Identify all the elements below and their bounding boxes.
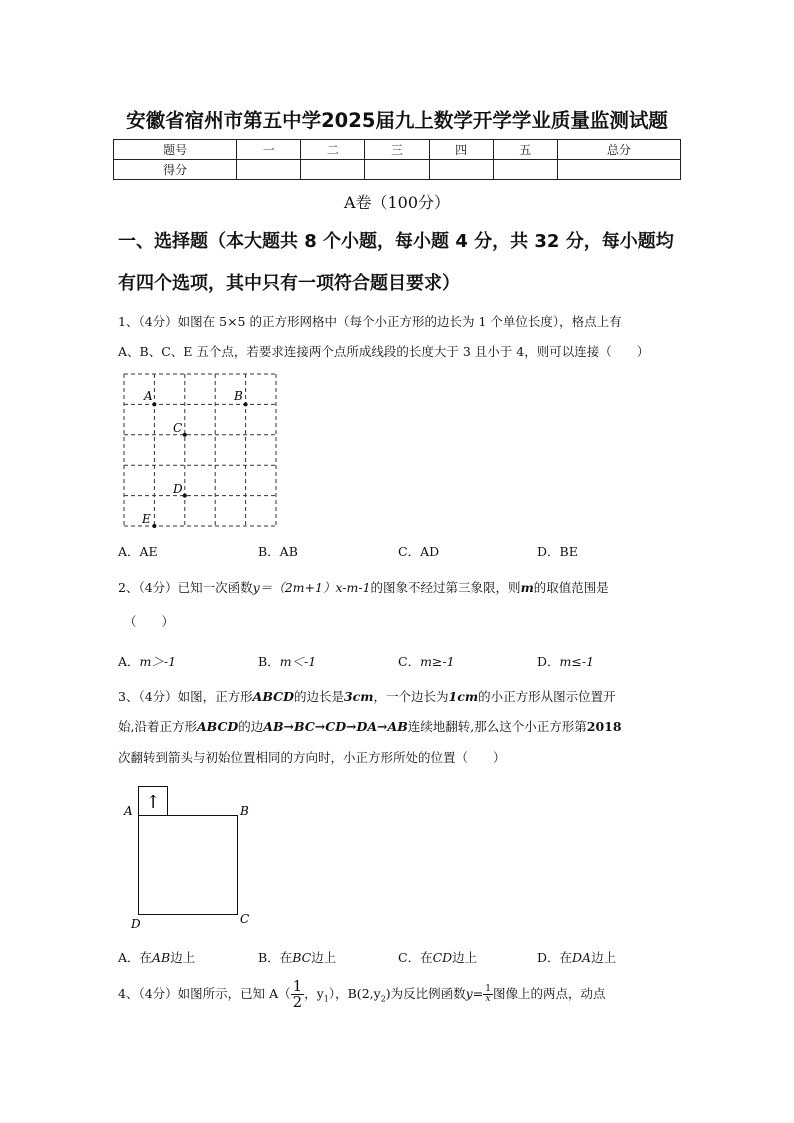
q3-text: 连续地翻转,那么这个小正方形第	[407, 719, 587, 734]
label-c: C	[173, 421, 183, 435]
option-letter: D．	[537, 654, 560, 669]
score-row-label: 得分	[114, 160, 237, 180]
q3-text-line3: 次翻转到箭头与初始位置相同的方向时，小正方形所处的位置（ ）	[118, 750, 506, 765]
point-c	[183, 433, 187, 437]
q3-text: ，一个边长为	[373, 689, 449, 704]
score-table	[113, 139, 681, 180]
option-letter: B．	[258, 654, 280, 669]
option-pre: B．在	[258, 950, 293, 965]
option-pre: C．在	[398, 950, 433, 965]
q4-equals: =	[472, 986, 484, 1001]
q3-text: 的边	[238, 719, 264, 734]
option-expr: m≥-1	[420, 654, 455, 669]
score-header-cell: 总分	[557, 140, 680, 160]
option-letter: C．	[398, 654, 421, 669]
fraction-denominator: 2	[292, 993, 303, 1011]
fraction-numerator: 1	[292, 977, 303, 995]
q4-text: ），B(2,y	[328, 986, 381, 1001]
point-a	[152, 402, 156, 406]
q2-blank: （ ）	[124, 614, 175, 629]
q2-suffix2: 的取值范围是	[533, 580, 609, 595]
q3-text-line1	[118, 681, 688, 712]
q3-option-d[interactable]	[537, 948, 616, 966]
q3-text: 始,沿着正方形	[118, 719, 197, 734]
q1-text-line2: A、B、C、E 五个点，若要求连接两个点所成线段的长度大于 3 且小于 4，则可以连接（ ）	[118, 344, 650, 359]
score-cell[interactable]	[493, 160, 557, 180]
q2-var: m	[520, 580, 534, 595]
option-edge: CD	[432, 950, 453, 965]
q2-text-line1	[118, 572, 688, 603]
q4-function-y: y	[465, 986, 473, 1001]
label-a: A	[124, 804, 133, 818]
score-cell[interactable]	[237, 160, 301, 180]
label-b: B	[234, 389, 243, 403]
big-square	[139, 816, 238, 915]
q2-option-d[interactable]	[537, 652, 594, 670]
score-header-cell: 题号	[114, 140, 237, 160]
label-c: C	[240, 912, 250, 926]
section-heading-line1: 一、选择题（本大题共 8 个小题，每小题 4 分，共 32 分，每小题均	[118, 231, 674, 252]
q3-big-length: 3cm	[343, 689, 374, 704]
fraction-numerator: 1	[485, 984, 491, 994]
point-e	[152, 524, 156, 528]
option-post: 边上	[311, 950, 337, 965]
q4-fraction-one-over-x	[483, 985, 493, 1004]
fraction-denominator: x	[485, 994, 491, 1004]
subscript: 1	[323, 994, 329, 1004]
subscript: 2	[380, 994, 386, 1004]
exam-title: 安徽省宿州市第五中学2025届九上数学开学学业质量监测试题	[126, 109, 668, 132]
score-header-cell: 三	[365, 140, 429, 160]
label-d: D	[173, 482, 183, 496]
q1-option-c[interactable]: C．AD	[398, 544, 440, 559]
q2-prefix: 2、（4分）已知一次函数	[118, 580, 253, 595]
option-edge: AB	[152, 950, 171, 965]
q1-text-line1: 1、（4分）如图在 5×5 的正方形网格中（每个小正方形的边长为 1 个单位长度），格点上有	[118, 314, 622, 329]
option-post: 边上	[591, 950, 617, 965]
q3-option-a[interactable]	[118, 948, 195, 966]
q1-option-b[interactable]: B．AB	[258, 544, 298, 559]
score-cell[interactable]	[301, 160, 365, 180]
q2-option-b[interactable]	[258, 652, 316, 670]
q3-small-length: 1cm	[448, 689, 479, 704]
option-expr: m＜-1	[279, 654, 317, 669]
label-a: A	[144, 389, 153, 403]
option-post: 边上	[170, 950, 196, 965]
q3-option-b[interactable]	[258, 948, 336, 966]
score-header-cell: 四	[429, 140, 493, 160]
score-table-score-row	[114, 160, 681, 180]
q3-text-line2	[118, 711, 688, 742]
label-d: D	[131, 917, 141, 931]
q1-option-a[interactable]: A．AE	[118, 544, 158, 559]
q1-grid-figure	[118, 368, 284, 534]
score-table-header-row	[114, 140, 681, 160]
score-header-cell: 五	[493, 140, 557, 160]
option-post: 边上	[452, 950, 478, 965]
q3-square-name: ABCD	[196, 719, 239, 734]
q3-square-name: ABCD	[252, 689, 294, 704]
point-b	[244, 402, 248, 406]
q1-option-d[interactable]: D．BE	[537, 544, 578, 559]
option-letter: A．	[118, 654, 140, 669]
q2-option-a[interactable]	[118, 652, 176, 670]
score-cell[interactable]	[429, 160, 493, 180]
section-heading-line2: 有四个选项，其中只有一项符合题目要求）	[118, 273, 460, 294]
q3-path: AB→BC→CD→DA→AB	[263, 719, 408, 734]
point-d	[183, 494, 187, 498]
q4-text: ，y	[304, 986, 324, 1001]
option-pre: A．在	[118, 950, 153, 965]
volume-heading: A卷（100分）	[343, 193, 451, 212]
option-edge: DA	[572, 950, 592, 965]
score-cell[interactable]	[557, 160, 680, 180]
q3-count: 2018	[586, 719, 622, 734]
option-edge: BC	[292, 950, 312, 965]
q4-fraction-half	[291, 979, 305, 1010]
option-expr: m＞-1	[139, 654, 177, 669]
score-header-cell: 二	[301, 140, 365, 160]
q3-text: 的小正方形从图示位置开	[478, 689, 616, 704]
option-expr: m≤-1	[559, 654, 595, 669]
q3-text: 3、（4分）如图，正方形	[118, 689, 253, 704]
q4-text: 4、（4分）如图所示，已知 A（	[118, 986, 291, 1001]
q4-text: 图像上的两点，动点	[492, 986, 606, 1001]
q2-function: y＝（2m+1）x-m-1	[252, 580, 371, 595]
q3-text: 的边长是	[293, 689, 344, 704]
arrow-up-icon: ↑	[145, 792, 161, 813]
label-b: B	[240, 804, 249, 818]
score-cell[interactable]	[365, 160, 429, 180]
q3-square-figure	[118, 782, 258, 934]
q4-text-line1	[118, 978, 688, 1016]
option-pre: D．在	[537, 950, 573, 965]
q3-option-c[interactable]	[398, 948, 477, 966]
q2-option-c[interactable]	[398, 652, 455, 670]
score-header-cell: 一	[237, 140, 301, 160]
q4-text: )为反比例函数	[385, 986, 466, 1001]
label-e: E	[142, 512, 151, 526]
q2-suffix: 的图象不经过第三象限，则	[370, 580, 521, 595]
